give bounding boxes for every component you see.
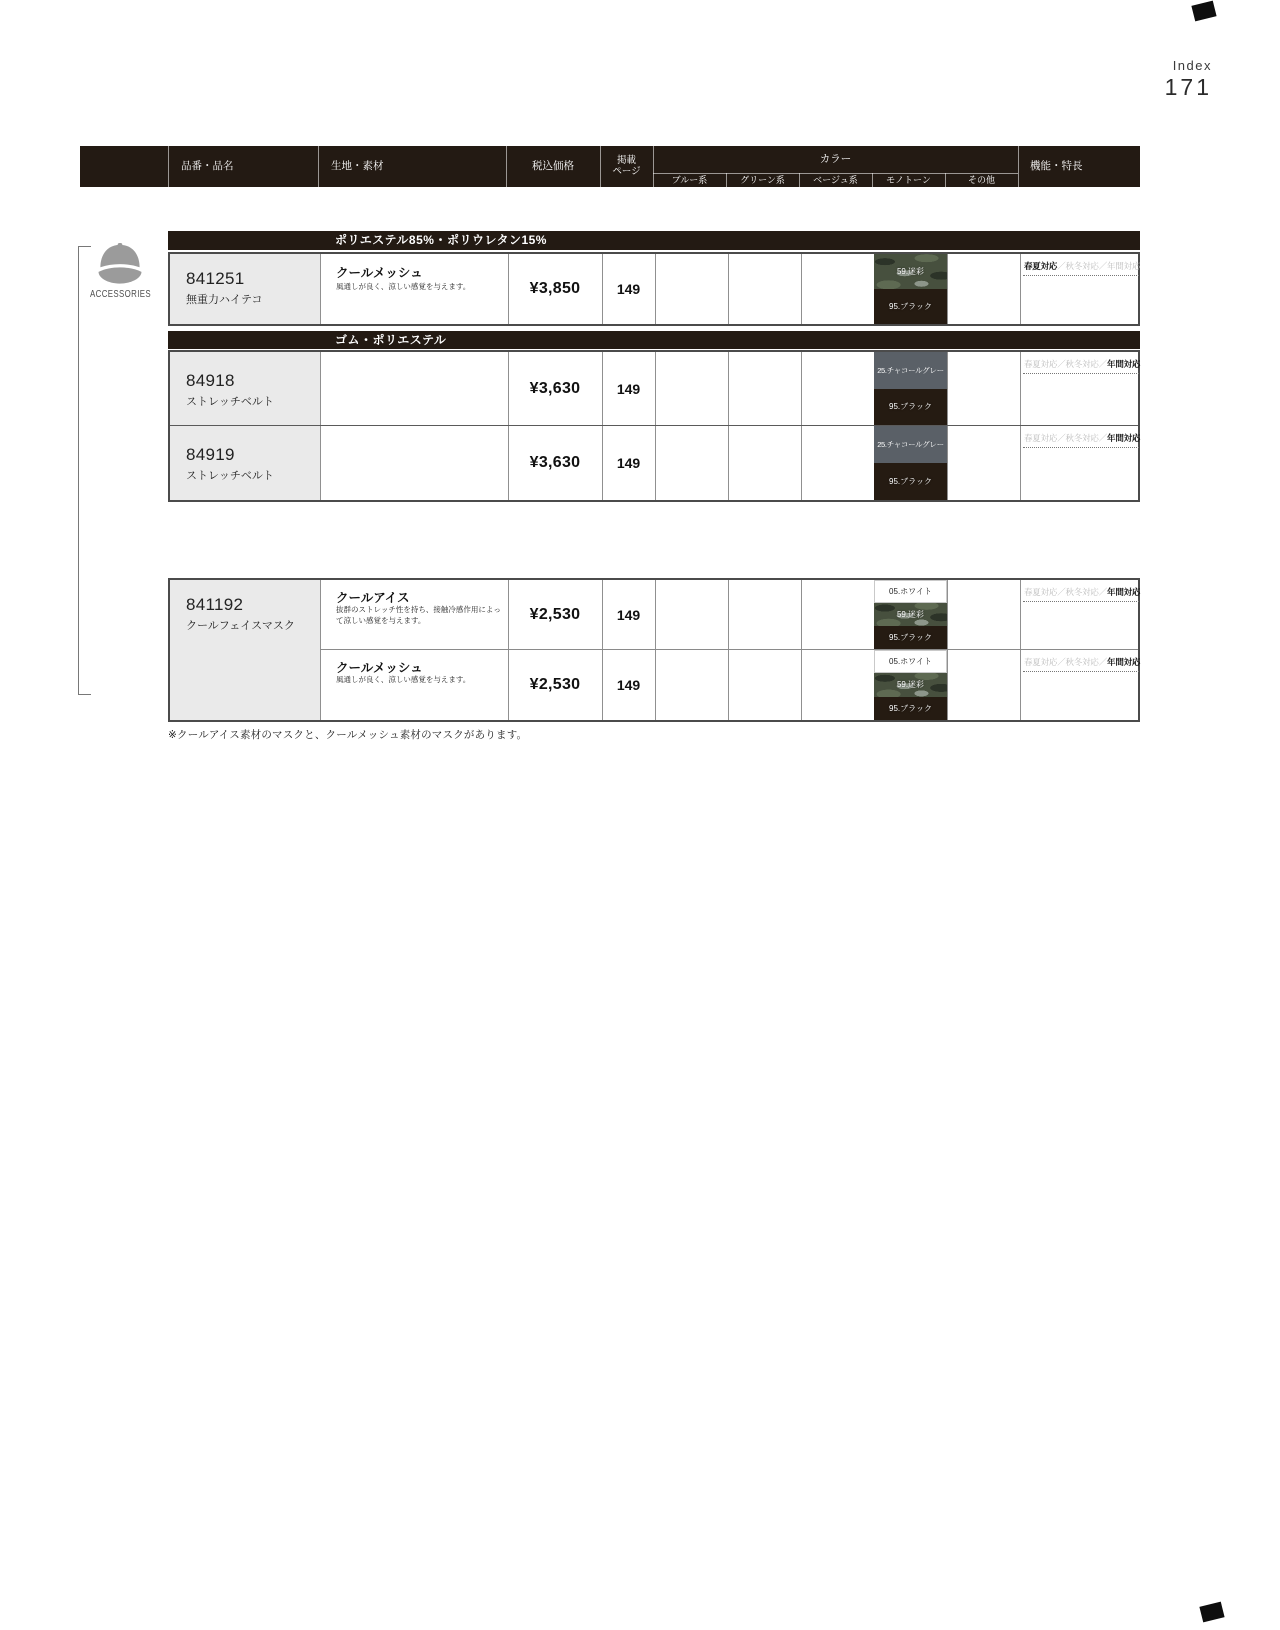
price-value: ¥3,850 xyxy=(529,280,581,297)
category-label: ACCESSORIES xyxy=(90,288,152,300)
category-bracket xyxy=(78,246,91,695)
table-row xyxy=(170,352,1141,425)
header-product: 品番・品名 xyxy=(181,160,234,172)
header-features: 機能・特長 xyxy=(1030,160,1083,172)
color-swatch-column xyxy=(874,254,947,324)
product-code-cell xyxy=(170,426,320,500)
color-swatch-column xyxy=(874,650,947,720)
page-ref-value: 149 xyxy=(616,281,641,297)
header-page: 掲載 ページ xyxy=(612,155,641,177)
product-table-3 xyxy=(168,578,1140,722)
page-index xyxy=(1040,58,1212,101)
corner-mark-top xyxy=(1191,1,1216,22)
swatch-black: 95.ブラック xyxy=(874,289,947,324)
fabric-name: クールアイス xyxy=(336,591,410,605)
header-color-monotone: モノトーン xyxy=(886,175,931,185)
table-subrow xyxy=(170,580,1141,649)
header-color-group: カラー xyxy=(819,153,852,165)
season-support: 春夏対応／秋冬対応／年間対応 xyxy=(1024,359,1141,369)
swatch-camo: 59.迷彩 xyxy=(874,254,947,289)
product-table-2 xyxy=(168,350,1140,502)
season-support: 春夏対応／秋冬対応／年間対応 xyxy=(1024,587,1141,597)
header-material: 生地・素材 xyxy=(331,160,384,172)
swatch-black: 95.ブラック xyxy=(874,463,947,500)
product-code: 841192 xyxy=(186,595,244,614)
index-label: Index xyxy=(1172,58,1212,73)
swatch-camo: 59.迷彩 xyxy=(874,603,947,626)
page-ref-value: 149 xyxy=(616,380,641,397)
swatch-charcoal-gray: 25.チャコールグレー xyxy=(874,352,947,389)
product-name: ストレッチベルト xyxy=(186,470,274,482)
price-value: ¥3,630 xyxy=(529,379,581,397)
fabric-name: クールメッシュ xyxy=(336,661,423,675)
fabric-description: 風通しが良く、涼しい感覚を与えます。 xyxy=(336,675,471,684)
page-ref-value: 149 xyxy=(616,455,641,471)
price-value: ¥2,530 xyxy=(529,605,581,623)
color-swatch-column xyxy=(874,426,947,500)
header-color-green: グリーン系 xyxy=(740,175,785,185)
material-section-bar-2: ゴム・ポリエステル xyxy=(168,331,1140,349)
header-color-blue: ブルー系 xyxy=(671,175,708,185)
product-code-cell xyxy=(170,352,320,425)
page-ref-value: 149 xyxy=(616,677,641,693)
dotted-divider xyxy=(1023,447,1139,448)
header-price: 税込価格 xyxy=(532,160,574,172)
footnote: ※クールアイス素材のマスクと、クールメッシュ素材のマスクがあります。 xyxy=(168,729,528,741)
dotted-divider xyxy=(1023,275,1139,276)
swatch-charcoal-gray: 25.チャコールグレー xyxy=(874,426,947,463)
product-name: クールフェイスマスク xyxy=(186,620,295,632)
price-value: ¥2,530 xyxy=(529,676,581,693)
table-row xyxy=(170,254,1141,324)
dotted-divider xyxy=(1023,601,1139,602)
material-section-bar-1: ポリエステル85%・ポリウレタン15% xyxy=(168,231,1140,250)
product-code: 841251 xyxy=(186,269,245,288)
season-support: 春夏対応／秋冬対応／年間対応 xyxy=(1024,657,1141,667)
product-code-cell xyxy=(170,254,320,324)
fabric-description: 風通しが良く、涼しい感覚を与えます。 xyxy=(336,282,471,291)
product-table-1 xyxy=(168,252,1140,326)
table-subrow xyxy=(170,650,1141,720)
fabric-name: クールメッシュ xyxy=(336,266,423,280)
fabric-description: 抜群のストレッチ性を持ち、接触冷感作用によって涼しい感覚を与えます。 xyxy=(336,605,501,625)
swatch-white: 05.ホワイト xyxy=(874,580,947,603)
table-header-bar xyxy=(80,146,1140,187)
dotted-divider xyxy=(1023,373,1139,374)
swatch-black: 95.ブラック xyxy=(874,389,947,426)
product-name: 無重力ハイテコ xyxy=(186,294,263,306)
swatch-camo: 59.迷彩 xyxy=(874,673,947,696)
page-ref-value: 149 xyxy=(616,606,641,623)
product-code: 84919 xyxy=(186,445,235,464)
product-name: ストレッチベルト xyxy=(186,396,274,408)
season-support: 春夏対応／秋冬対応／年間対応 xyxy=(1024,433,1141,443)
dotted-divider xyxy=(1023,671,1139,672)
season-support: 春夏対応／秋冬対応／年間対応 xyxy=(1024,261,1141,271)
page-number: 171 xyxy=(1164,74,1212,100)
corner-mark-bottom xyxy=(1199,1602,1224,1623)
table-row xyxy=(170,426,1141,500)
swatch-black: 95.ブラック xyxy=(874,626,947,649)
color-swatch-column xyxy=(874,580,947,649)
price-value: ¥3,630 xyxy=(529,454,581,471)
swatch-white: 05.ホワイト xyxy=(874,650,947,673)
color-swatch-column xyxy=(874,352,947,425)
header-color-beige: ベージュ系 xyxy=(813,175,858,185)
cap-icon xyxy=(90,243,150,290)
product-code: 84918 xyxy=(186,371,235,390)
header-color-other: その他 xyxy=(967,175,995,185)
swatch-black: 95.ブラック xyxy=(874,697,947,720)
